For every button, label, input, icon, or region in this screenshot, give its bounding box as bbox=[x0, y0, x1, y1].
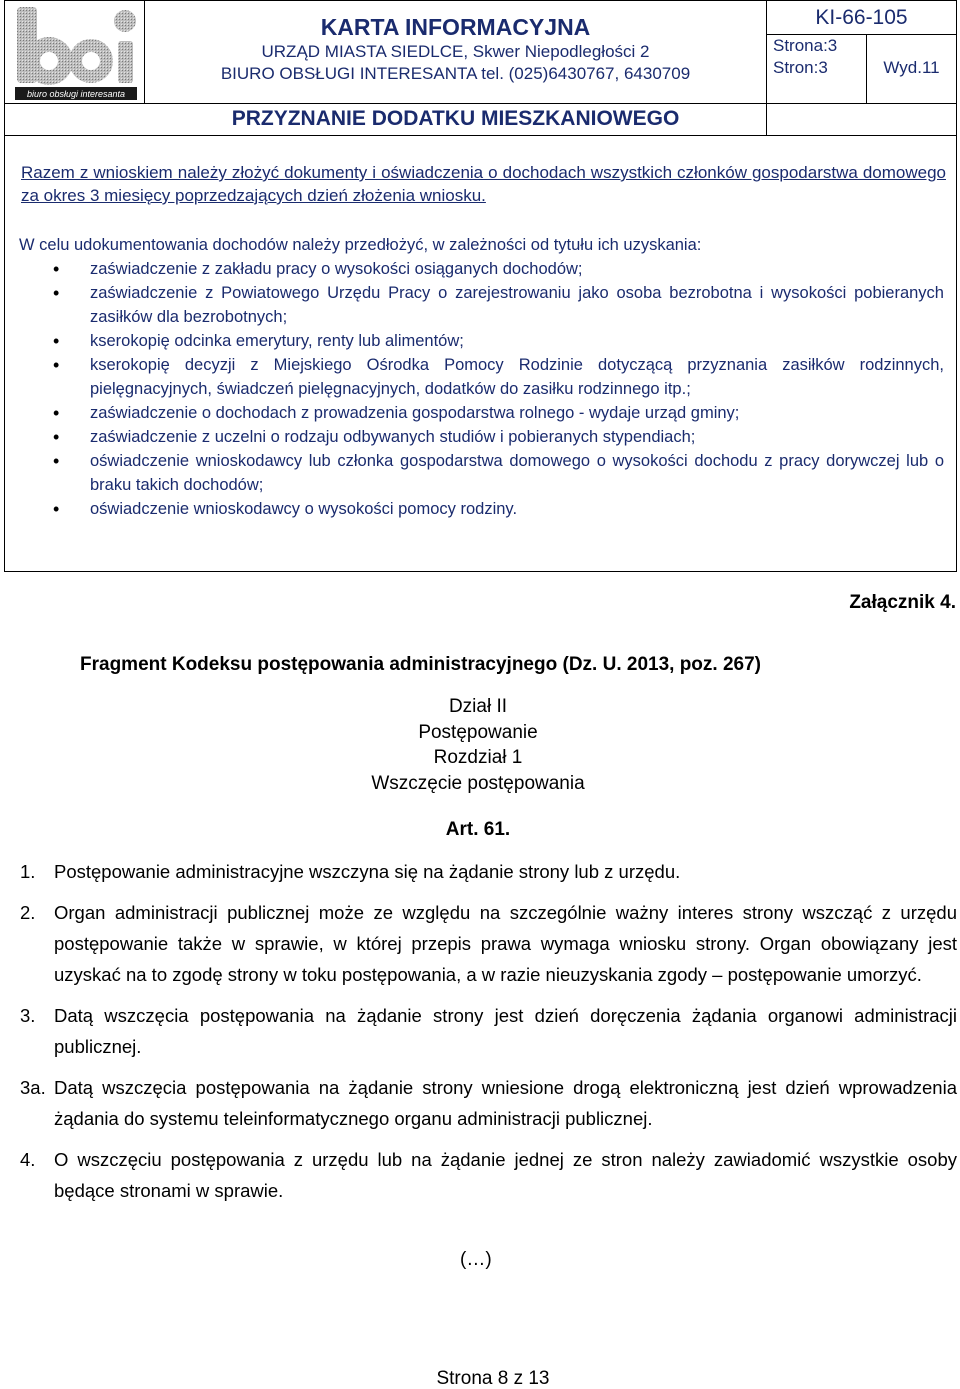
paragraph bbox=[20, 1144, 957, 1206]
paragraph-text: Datą wszczęcia postępowania na żądanie strony wniesione drogą elektroniczną jest dzień wprowadzenia żądania do systemu teleinformatycznego organu administracji publicznej. bbox=[54, 1077, 957, 1129]
list-item: • kserokopię decyzji z Miejskiego Ośrodka Pomocy Rodzinie dotyczącą przyznania zasiłków rodzinnych, pielęgnacyjnych, świadczeń pielęgnacyjnych, dodatków do zasiłku rodzinnego itp.; bbox=[19, 353, 944, 401]
bureau-contact: BIURO OBSŁUGI INTERESANTA tel. (025)6430767, 6430709 bbox=[220, 64, 691, 83]
paragraph-number: 1. bbox=[20, 861, 36, 882]
fragment-title: Fragment Kodeksu postępowania administracyjnego (Dz. U. 2013, poz. 267) bbox=[80, 654, 761, 675]
paragraph-number: 2. bbox=[20, 902, 36, 923]
annex-label: Załącznik 4. bbox=[849, 592, 956, 613]
paragraph bbox=[20, 897, 957, 990]
version: Wyd.11 bbox=[883, 58, 940, 77]
paragraph bbox=[20, 1000, 957, 1062]
documents-lead: W celu udokumentowania dochodów należy przedłożyć, w zależności od tytułu ich uzyskania: bbox=[19, 236, 702, 254]
info-box bbox=[4, 135, 957, 572]
chapter-title: Wszczęcie postępowania bbox=[371, 772, 585, 794]
banner-title: PRZYZNANIE DODATKU MIESZKANIOWEGO bbox=[231, 107, 680, 130]
page-count: Stron:3 bbox=[773, 58, 828, 77]
article-paragraphs bbox=[20, 856, 957, 1206]
chapter-heading: Rozdział 1 bbox=[433, 747, 523, 768]
ellipsis: (…) bbox=[460, 1249, 492, 1270]
procedure-heading: Postępowanie bbox=[418, 721, 538, 743]
intro-text: Razem z wnioskiem należy złożyć dokumenty i oświadczenia o dochodach wszystkich członków gospodarstwa domowego za okres 3 miesięcy poprzedzających dzień złożenia wniosku. bbox=[21, 163, 946, 205]
document-code: KI-66-105 bbox=[767, 1, 956, 35]
banner-cell bbox=[145, 104, 767, 136]
list-item: • zaświadczenie o dochodach z prowadzenia gospodarstwa rolnego - wydaje urząd gminy; bbox=[19, 401, 944, 425]
list-item: • oświadczenie wnioskodawcy o wysokości pomocy rodziny. bbox=[19, 497, 944, 521]
header-table bbox=[4, 0, 957, 136]
paragraph-number: 4. bbox=[20, 1149, 36, 1170]
office-address: URZĄD MIASTA SIEDLCE, Skwer Niepodległości 2 bbox=[261, 42, 650, 61]
paragraph bbox=[20, 856, 957, 887]
list-item: • zaświadczenie z Powiatowego Urzędu Pracy o zarejestrowaniu jako osoba bezrobotna i wysokości pobieranych zasiłków dla bezrobotnych; bbox=[19, 281, 944, 329]
boi-logo-icon bbox=[5, 1, 145, 104]
list-item: • kserokopię odcinka emerytury, renty lub alimentów; bbox=[19, 329, 944, 353]
page-info bbox=[767, 35, 867, 103]
title-cell bbox=[145, 1, 767, 104]
division-heading: Dział II bbox=[448, 696, 508, 717]
card-title: KARTA INFORMACYJNA bbox=[320, 14, 591, 40]
paragraph bbox=[20, 1072, 957, 1134]
list-item: • zaświadczenie z uczelni o rodzaju odbywanych studiów i pobieranych stypendiach; bbox=[19, 425, 944, 449]
paragraph-text: Datą wszczęcia postępowania na żądanie strony jest dzień doręczenia żądania organowi administracji publicznej. bbox=[54, 1005, 957, 1057]
svg-text:biuro obsługi interesanta: biuro obsługi interesanta bbox=[26, 89, 126, 99]
documents-list bbox=[19, 257, 944, 521]
list-item: • oświadczenie wnioskodawcy lub członka gospodarstwa domowego o wysokości dochodu z pracy dorywczej lub o braku takich dochodów; bbox=[19, 449, 944, 497]
page-footer: Strona 8 z 13 bbox=[436, 1368, 550, 1389]
paragraph-number: 3. bbox=[20, 1005, 36, 1026]
code-cell bbox=[767, 1, 956, 104]
paragraph-text: Postępowanie administracyjne wszczyna się na żądanie strony lub z urzędu. bbox=[54, 861, 681, 882]
paragraph-text: Organ administracji publicznej może ze względu na szczególnie ważny interes strony wszcząć z urzędu postępowanie także w sprawie, w której przepis prawa wymaga wniosku strony. Organ obowiązany jest uzyskać na to zgodę strony w toku postępowania, a w razie nieuzyskania zgody – postępowanie umorzyć. bbox=[54, 902, 957, 985]
page-number: Strona:3 bbox=[773, 36, 838, 55]
list-item: • zaświadczenie z zakładu pracy o wysokości osiąganych dochodów; bbox=[19, 257, 944, 281]
logo bbox=[5, 1, 145, 104]
article-heading: Art. 61. bbox=[445, 819, 511, 840]
paragraph-text: O wszczęciu postępowania z urzędu lub na żądanie jednej ze stron należy zawiadomić wszystkie osoby będące stronami w sprawie. bbox=[54, 1149, 957, 1201]
paragraph-number: 3a. bbox=[20, 1077, 46, 1098]
